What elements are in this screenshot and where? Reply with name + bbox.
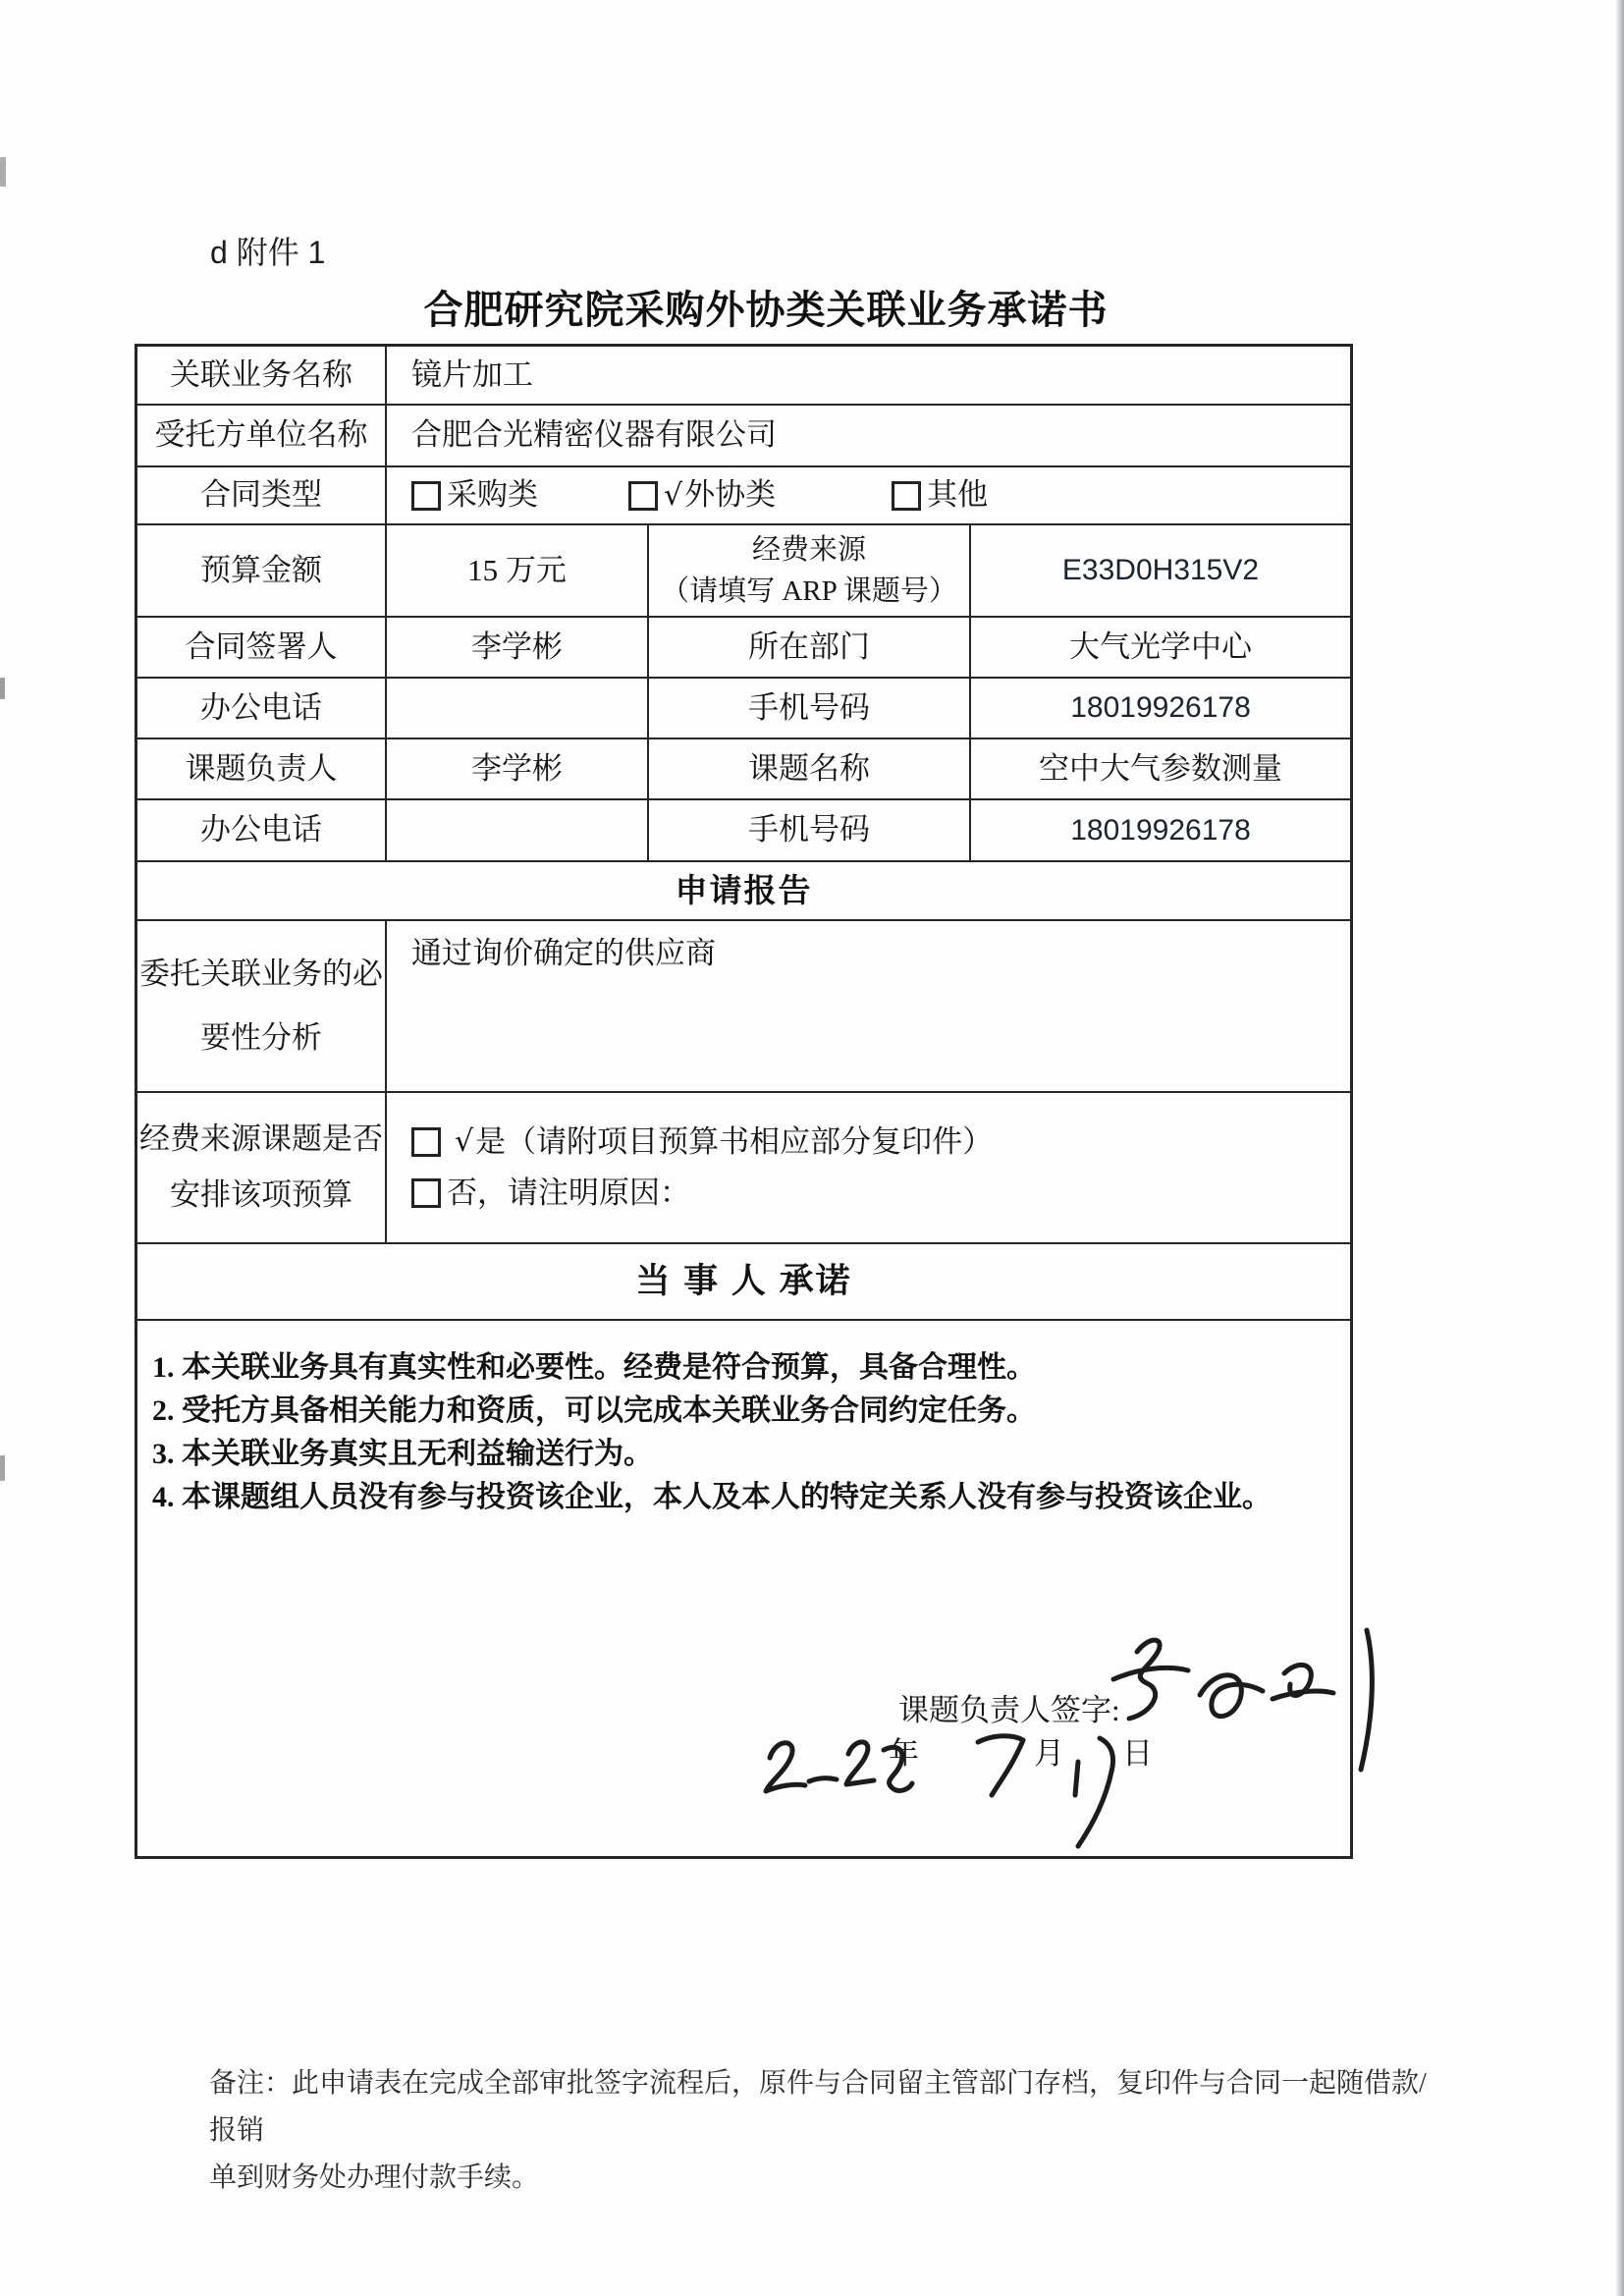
field-value-arp-number: E33D0H315V2 [1061, 554, 1260, 587]
row-project-leader [137, 739, 1350, 800]
option-no-label: 否，请注明原因： [447, 1175, 690, 1210]
option-no [411, 1168, 690, 1219]
option-other [892, 476, 988, 515]
necessity-label-line2: 要性分析 [200, 1019, 322, 1055]
option-yes-label: 是（请附项目预算书相应部分复印件） [475, 1123, 994, 1159]
footer-note-line1: 备注：此申请表在完成全部审批签字流程后，原件与合同留主管部门存档，复印件与合同一起随借款/报销 [209, 2068, 1427, 2146]
scan-edge-shadow [1615, 0, 1624, 2296]
option-purchase [411, 476, 538, 515]
option-outsourcing [628, 476, 776, 515]
check-mark: √ [664, 477, 683, 513]
field-value-office-phone-2 [387, 800, 649, 860]
row-budget [137, 525, 1350, 618]
field-label-mobile-2: 手机号码 [649, 800, 971, 860]
funding-source-line1: 经费来源 [751, 534, 866, 566]
option-purchase-label: 采购类 [447, 477, 538, 513]
field-value-contract-signer: 李学彬 [387, 618, 649, 677]
commitment-item: 4. 本课题组人员没有参与投资该企业，本人及本人的特定关系人没有参与投资该企业。 [152, 1481, 1272, 1513]
field-value-department: 大气光学中心 [1069, 629, 1252, 664]
field-value-necessity: 通过询价确定的供应商 [411, 936, 716, 970]
field-label-budget: 预算金额 [137, 525, 387, 616]
field-label-project-leader: 课题负责人 [137, 739, 387, 798]
checkbox-outsourcing [628, 481, 658, 511]
scan-speck [0, 678, 5, 699]
row-related-business [137, 347, 1350, 406]
scan-speck [0, 1455, 5, 1481]
option-other-label: 其他 [927, 477, 989, 513]
field-value-budget: 15 万元 [387, 525, 649, 616]
attachment-label: d 附件 1 [210, 235, 326, 270]
row-necessity-analysis [137, 921, 1350, 1093]
row-contract-type [137, 467, 1350, 525]
date-day-suffix: 日 [1122, 1736, 1153, 1771]
field-value-mobile-1: 18019926178 [1070, 691, 1251, 725]
field-label-necessity [137, 921, 387, 1091]
field-value-office-phone-1 [387, 679, 649, 738]
scan-speck [0, 157, 6, 187]
commitment-item: 3. 本关联业务真实且无利益输送行为。 [152, 1438, 653, 1470]
field-label-funding-source [649, 525, 971, 616]
field-label-project-name: 课题名称 [649, 739, 971, 798]
commitment-header: 当 事 人 承诺 [635, 1262, 852, 1301]
row-office-phone-2 [137, 800, 1350, 862]
date-year-suffix: 年 [889, 1736, 919, 1771]
footer-note [209, 2060, 1446, 2202]
budget-arranged-label-line2: 安排该项预算 [170, 1177, 352, 1212]
field-label-mobile-1: 手机号码 [649, 679, 971, 738]
field-label-related-business: 关联业务名称 [137, 347, 387, 404]
field-value-trustee-unit: 合肥合光精密仪器有限公司 [411, 417, 777, 453]
checkbox-yes [411, 1127, 441, 1157]
checkbox-other [892, 481, 921, 511]
field-label-budget-arranged [137, 1093, 387, 1242]
handwritten-date [754, 1711, 1166, 1858]
option-outsourcing-label: 外协类 [684, 477, 777, 513]
field-label-office-phone-1: 办公电话 [137, 679, 387, 738]
footer-note-line2: 单到财务处办理付款手续。 [209, 2162, 540, 2193]
commitment-item: 2. 受托方具备相关能力和资质，可以完成本关联业务合同约定任务。 [152, 1394, 1036, 1427]
row-budget-arranged [137, 1093, 1350, 1244]
necessity-label-line1: 委托关联业务的必 [139, 956, 383, 991]
row-office-phone-1 [137, 679, 1350, 739]
row-contract-signer [137, 618, 1350, 679]
checkbox-purchase [411, 481, 441, 511]
signature-label: 课题负责人签字: [898, 1693, 1120, 1727]
field-value-related-business: 镜片加工 [411, 356, 533, 392]
commitment-item: 1. 本关联业务具有真实性和必要性。经费是符合预算，具备合理性。 [152, 1351, 1036, 1384]
page-title: 合肥研究院采购外协类关联业务承诺书 [423, 289, 1109, 332]
contract-type-options [387, 467, 1350, 523]
option-yes [411, 1117, 993, 1168]
field-value-project-name: 空中大气参数测量 [1039, 750, 1282, 786]
field-label-office-phone-2: 办公电话 [137, 800, 387, 860]
budget-arranged-label-line1: 经费来源课题是否 [139, 1121, 383, 1157]
field-value-mobile-2: 18019926178 [1070, 813, 1251, 847]
row-application-report-header [137, 862, 1350, 921]
checkbox-no [411, 1178, 441, 1208]
field-label-contract-type: 合同类型 [137, 467, 387, 523]
field-value-project-leader: 李学彬 [387, 739, 649, 798]
funding-source-line2: （请填写 ARP 课题号） [661, 575, 957, 607]
row-commitment-header [137, 1244, 1350, 1321]
field-label-department: 所在部门 [649, 618, 971, 677]
check-mark-yes: √ [455, 1124, 474, 1160]
row-trustee-unit [137, 406, 1350, 467]
field-label-trustee-unit: 受托方单位名称 [137, 406, 387, 465]
application-report-header: 申请报告 [675, 872, 813, 909]
field-label-contract-signer: 合同签署人 [137, 618, 387, 677]
date-month-suffix: 月 [1034, 1736, 1064, 1771]
budget-arranged-options [387, 1093, 1350, 1242]
